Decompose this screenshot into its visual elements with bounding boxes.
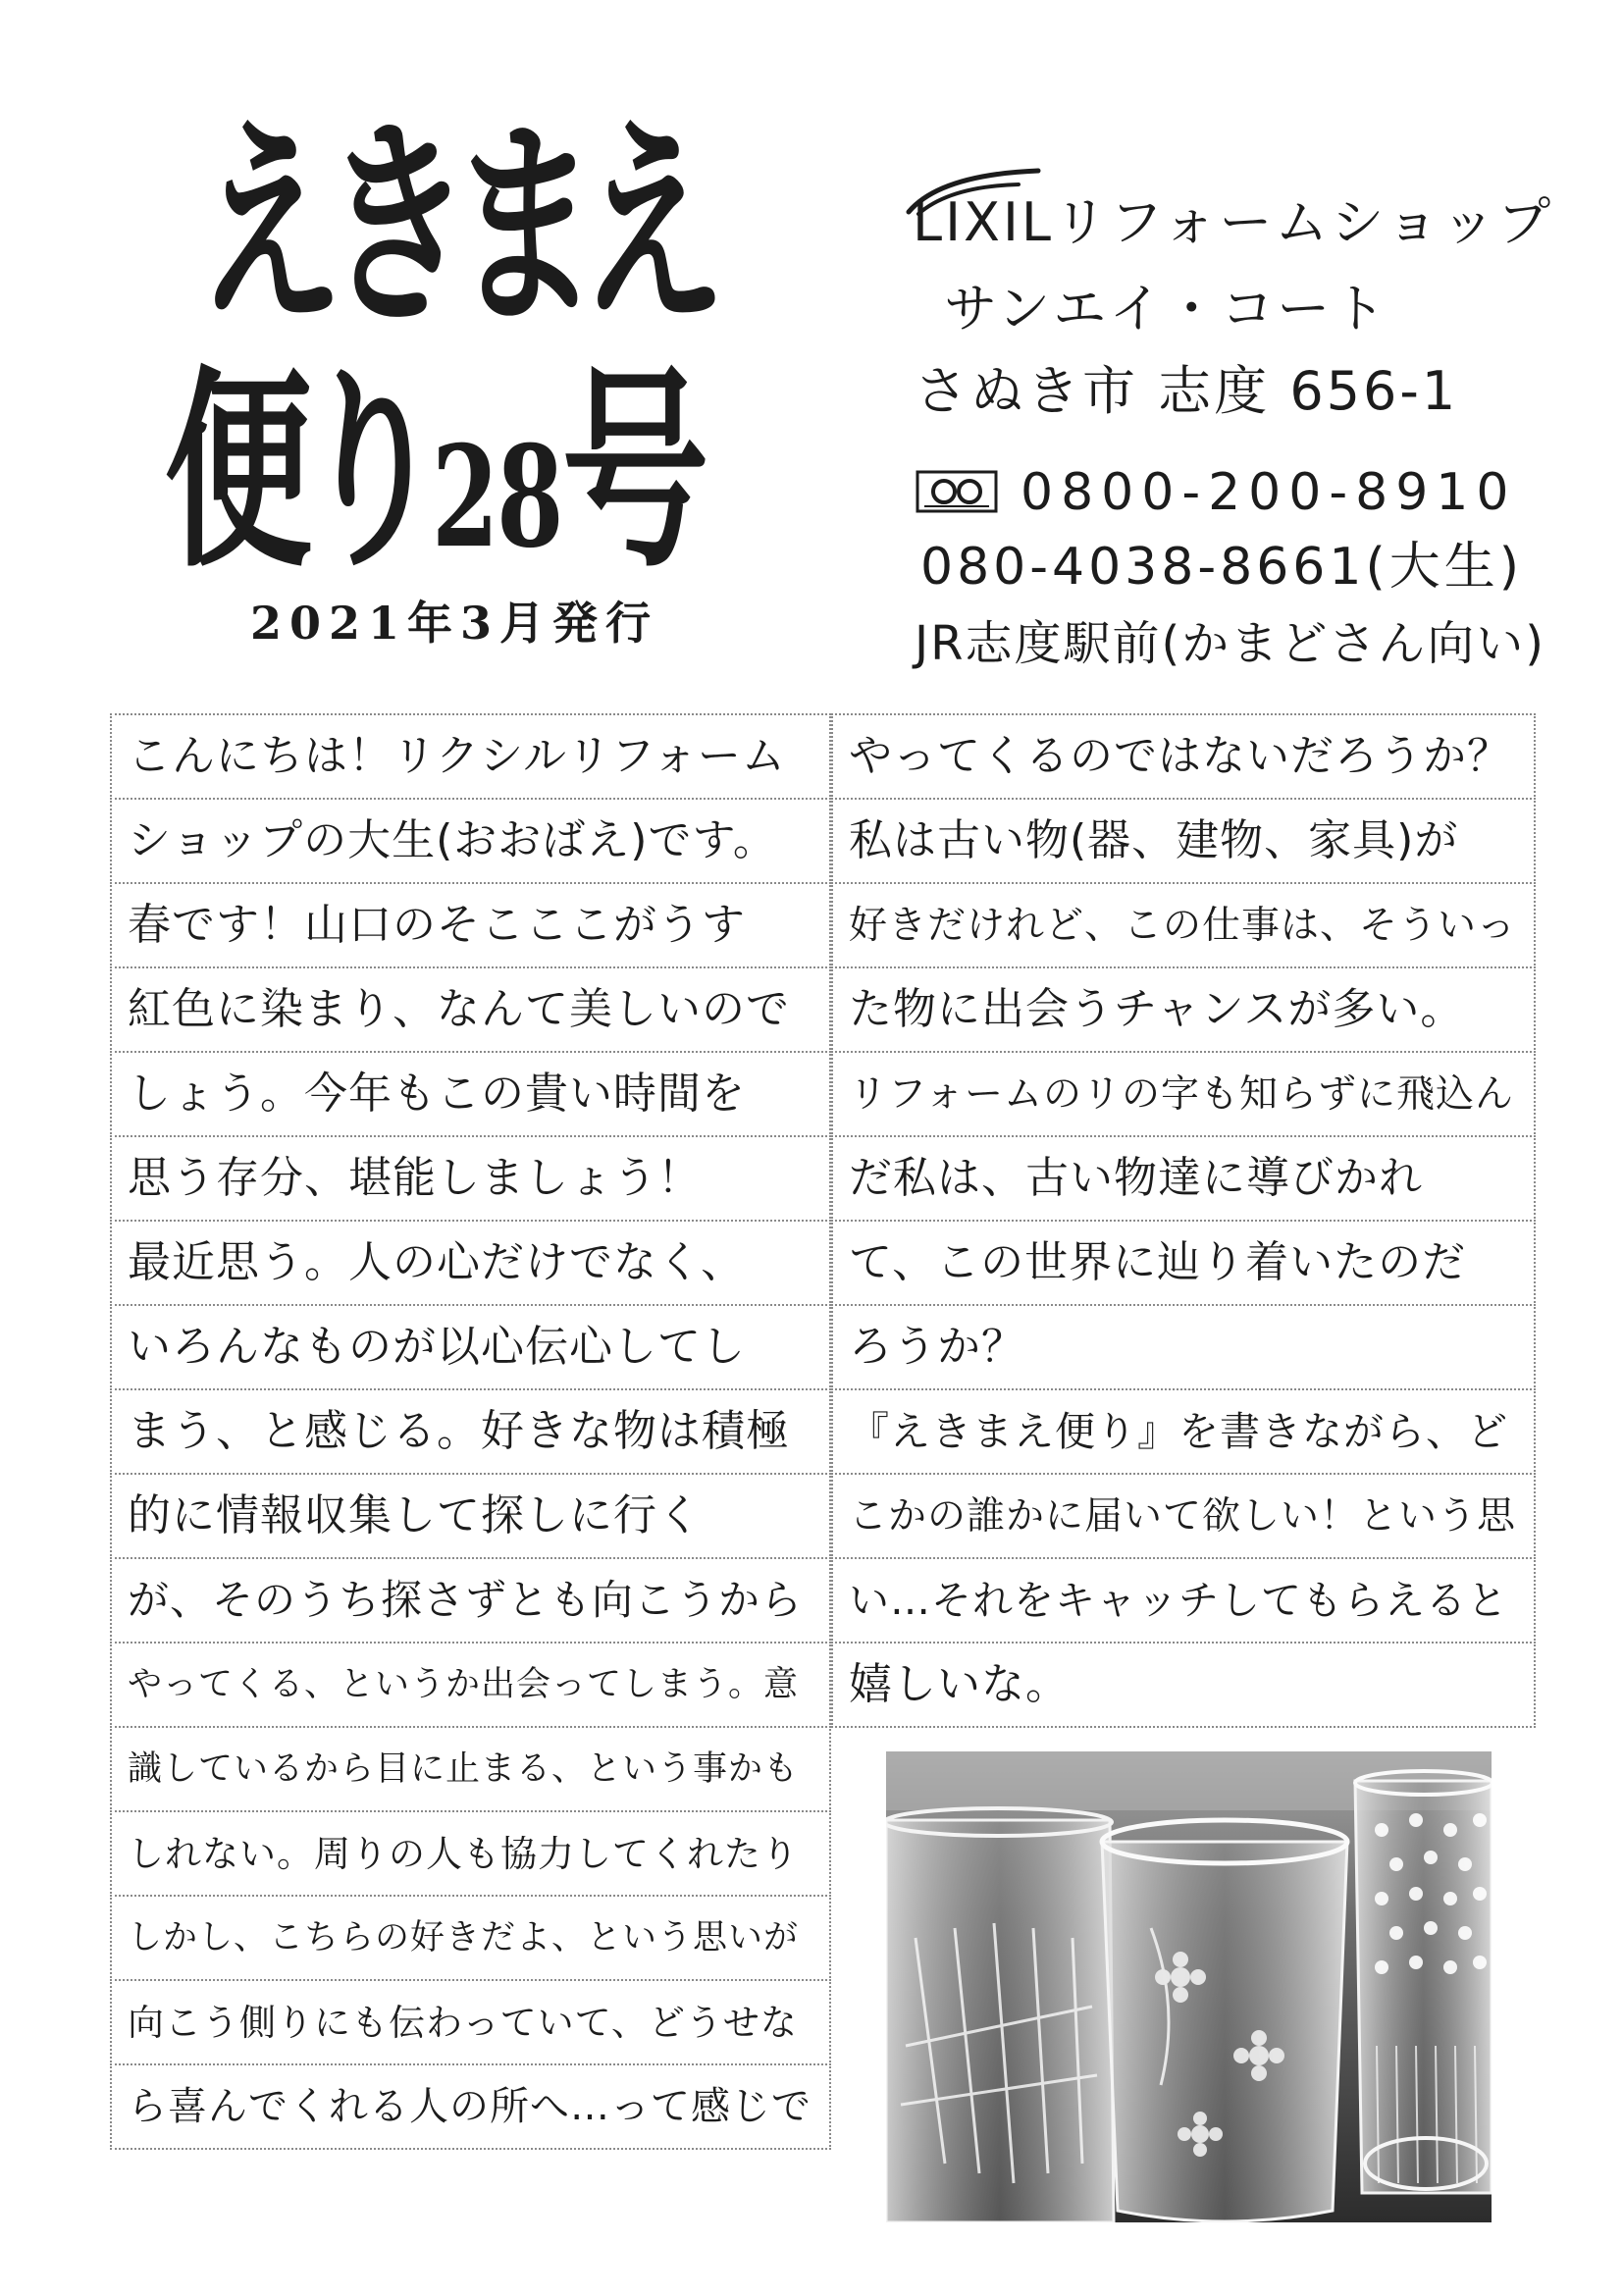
letter-line — [831, 1051, 1536, 1137]
letter-right-column — [831, 713, 1536, 1726]
shop-address: さぬき市 志度 656-1 — [915, 360, 1459, 422]
letter-line-text: 的に情報収集して探しに行く — [128, 1490, 702, 1540]
letter-line — [110, 1557, 831, 1644]
letter-line — [831, 798, 1536, 884]
letter-line-text: こんにちは！リクシルリフォーム — [128, 731, 786, 781]
letter-line-text: 私は古い物(器、建物、家具)が — [849, 815, 1459, 865]
letter-line — [110, 1051, 831, 1137]
issue-date: 2021年3月発行 — [250, 597, 659, 650]
letter-line-text: 最近思う。人の心だけでなく、 — [128, 1237, 746, 1287]
glass-right — [1355, 1771, 1492, 2193]
letter-line-text: た物に出会うチャンスが多い。 — [849, 984, 1465, 1034]
letter-line-text: が、そのうち探さずとも向こうから — [128, 1576, 804, 1624]
letter-line-text: やってくるのではないだろうか？ — [849, 731, 1511, 781]
letter-line-text: い…それをキャッチしてもらえると — [849, 1576, 1508, 1624]
letter-line-text: ショップの大生(おおばえ)です。 — [128, 815, 777, 865]
letter-line — [110, 1810, 831, 1897]
letter-line-text: 紅色に染まり、なんて美しいので — [128, 984, 790, 1034]
glassware-photo — [886, 1751, 1492, 2222]
letter-line — [831, 1220, 1536, 1306]
letter-line — [110, 1304, 831, 1390]
letter-line-text: だ私は、古い物達に導びかれ — [849, 1153, 1423, 1203]
shop-name: サンエイ・コート — [944, 278, 1389, 339]
letter-line — [831, 1557, 1536, 1644]
letter-line-text: 春です！山口のそこここがうす — [128, 900, 746, 950]
letter-line-text: 識しているから目に止まる、という事かも — [128, 1748, 800, 1789]
issue-title-prefix: 便り — [165, 346, 433, 598]
letter-line — [831, 966, 1536, 1053]
letter-line — [110, 2063, 831, 2150]
letter-line — [831, 1473, 1536, 1559]
letter-line — [110, 798, 831, 884]
letter-line-text: ら喜んでくれる人の所へ…って感じで — [128, 2084, 812, 2129]
newsletter-title: えきまえ — [196, 96, 707, 356]
letter-line — [831, 713, 1536, 800]
letter-line — [831, 1135, 1536, 1222]
letter-line-text: 嬉しいな。 — [849, 1659, 1070, 1709]
letter-line — [110, 1135, 831, 1222]
letter-line-text: しょう。今年もこの貴い時間を — [128, 1069, 746, 1119]
letter-line-text: こかの誰かに届いて欲しい！という思 — [849, 1493, 1517, 1539]
letter-line-text: やってくる、というか出会ってしまう。意 — [128, 1664, 800, 1704]
letter-line-text: いろんなものが以心伝心してし — [128, 1322, 746, 1372]
letter-line-text: しかし、こちらの好きだよ、という思いが — [128, 1917, 800, 1957]
issue-title-suffix: 号 — [561, 346, 696, 598]
letter-left-column — [110, 713, 831, 2148]
letter-line — [110, 1220, 831, 1306]
letter-line-text: まう、と感じる。好きな物は積極 — [128, 1406, 790, 1456]
letter-line — [831, 1388, 1536, 1475]
letter-line — [110, 966, 831, 1053]
letter-line-text: リフォームのリの字も知らずに飛込ん — [849, 1071, 1515, 1117]
issue-number: 28 — [432, 416, 562, 580]
letter-line-text: 好きだけれど、この仕事は、そういっ — [849, 903, 1517, 948]
letter-line — [831, 1304, 1536, 1390]
letter-line — [110, 1473, 831, 1559]
letter-line — [831, 1642, 1536, 1728]
letter-line-text: しれない。周りの人も協力してくれたり — [128, 1832, 799, 1875]
glass-middle — [1102, 1820, 1347, 2221]
freedial-number: 0800-200-8910 — [1021, 463, 1517, 522]
letter-line-text: ろうか？ — [849, 1322, 1025, 1372]
letter-line — [110, 882, 831, 968]
letter-line — [110, 1388, 831, 1475]
letter-line — [110, 1895, 831, 1981]
letter-line-text: 向こう側りにも伝わっていて、どうせな — [128, 2001, 798, 2044]
letter-line-text: 『えきまえ便り』を書きながら、ど — [849, 1407, 1508, 1455]
letter-line — [110, 1979, 831, 2065]
letter-line — [110, 1642, 831, 1728]
glass-left — [886, 1808, 1114, 2222]
letter-line — [110, 1726, 831, 1812]
freedial-icon — [915, 469, 999, 514]
letter-line-text: て、この世界に辿り着いたのだ — [849, 1237, 1467, 1287]
shop-brand: LIXILリフォームショップ — [913, 191, 1554, 253]
letter-line — [831, 882, 1536, 968]
newsletter-issue-title — [165, 346, 696, 598]
letter-line — [110, 713, 831, 800]
shop-location: JR志度駅前(かまどさん向い) — [915, 616, 1545, 671]
mobile-number: 080-4038-8661(大生) — [920, 538, 1524, 597]
letter-line-text: 思う存分、堪能しましょう！ — [128, 1153, 702, 1203]
